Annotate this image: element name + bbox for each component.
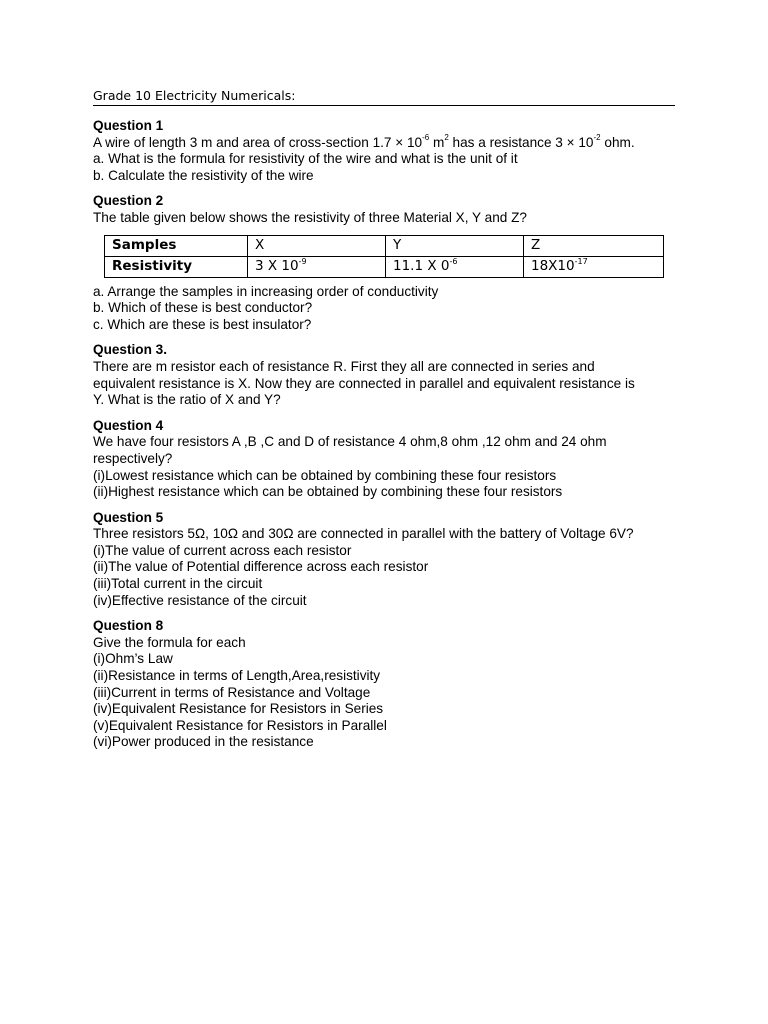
table-cell: X [248, 235, 386, 256]
question-5-heading: Question 5 [93, 509, 164, 525]
question-2-part-b: b. Which of these is best conductor? [93, 300, 313, 316]
table-header-cell: Samples [105, 235, 248, 256]
question-8-line: (ii)Resistance in terms of Length,Area,resistivity [93, 668, 381, 684]
table-cell: 11.1 X $0^{-6}$ [386, 256, 524, 277]
question-8-line: Give the formula for each [93, 634, 246, 650]
question-2-heading: Question 2 [93, 193, 164, 209]
question-8-line: (vi)Power produced in the resistance [93, 734, 314, 750]
question-3-line: equivalent resistance is X. Now they are connected in parallel and equivalent resistance is [93, 375, 635, 391]
question-4-heading: Question 4 [93, 417, 164, 433]
table-row [105, 256, 664, 277]
question-2-part-c: c. Which are these is best insulator? [93, 316, 312, 332]
question-5-line: (ii)The value of Potential difference across each resistor [93, 559, 429, 575]
question-1-heading: Question 1 [93, 118, 164, 133]
table-cell: Z [524, 235, 664, 256]
question-8 [93, 618, 675, 751]
question-1-stem: A wire of length 3 m and area of cross-section $1.7 \times 10^{-6}$ $m^2$ has a resistance $3 \times 10^{-2}$ ohm. [93, 133, 635, 150]
question-4-line: (ii)Highest resistance which can be obtained by combining these four resistors [93, 484, 563, 500]
question-5-line: (i)The value of current across each resistor [93, 542, 352, 558]
question-4-line: We have four resistors A ,B ,C and D of resistance 4 ohm,8 ohm ,12 ohm and 24 ohm [93, 434, 607, 450]
question-8-heading: Question 8 [93, 618, 164, 634]
table-cell: Y [386, 235, 524, 256]
question-5 [93, 510, 675, 610]
table-header-cell: Resistivity [105, 256, 248, 277]
question-5-line: (iii)Total current in the circuit [93, 576, 263, 592]
question-8-line: (iv)Equivalent Resistance for Resistors in Series [93, 701, 384, 717]
resistivity-table [104, 235, 664, 278]
document-title: Grade 10 Electricity Numericals: [93, 87, 675, 106]
question-3-line: Y. What is the ratio of X and Y? [93, 392, 281, 408]
question-2-part-a: a. Arrange the samples in increasing order of conductivity [93, 283, 439, 299]
table-row [105, 235, 664, 256]
question-3-line: There are m resistor each of resistance R. First they all are connected in series and [93, 358, 595, 374]
table-cell: $18X10^{-17}$ [524, 256, 664, 277]
question-8-line: (i)Ohm’s Law [93, 651, 173, 667]
table-cell: 3 X $10^{-9}$ [248, 256, 386, 277]
question-5-line: Three resistors 5Ω, 10Ω and 30Ω are connected in parallel with the battery of Voltage 6V? [93, 526, 634, 542]
question-3 [93, 342, 675, 408]
question-8-line: (iii)Current in terms of Resistance and Voltage [93, 684, 371, 700]
question-5-line: (iv)Effective resistance of the circuit [93, 592, 307, 608]
question-2 [93, 193, 675, 333]
question-3-heading: Question 3. [93, 342, 168, 358]
question-4-line: respectively? [93, 450, 173, 466]
question-4 [93, 418, 675, 501]
question-4-line: (i)Lowest resistance which can be obtained by combining these four resistors [93, 467, 557, 483]
question-2-stem: The table given below shows the resistivity of three Material X, Y and Z? [93, 209, 527, 225]
document-page [93, 87, 675, 760]
question-1-part-a: a. What is the formula for resistivity of the wire and what is the unit of it [93, 151, 518, 167]
question-8-line: (v)Equivalent Resistance for Resistors in Parallel [93, 717, 387, 733]
question-1-part-b: b. Calculate the resistivity of the wire [93, 167, 314, 183]
question-1 [93, 118, 675, 184]
